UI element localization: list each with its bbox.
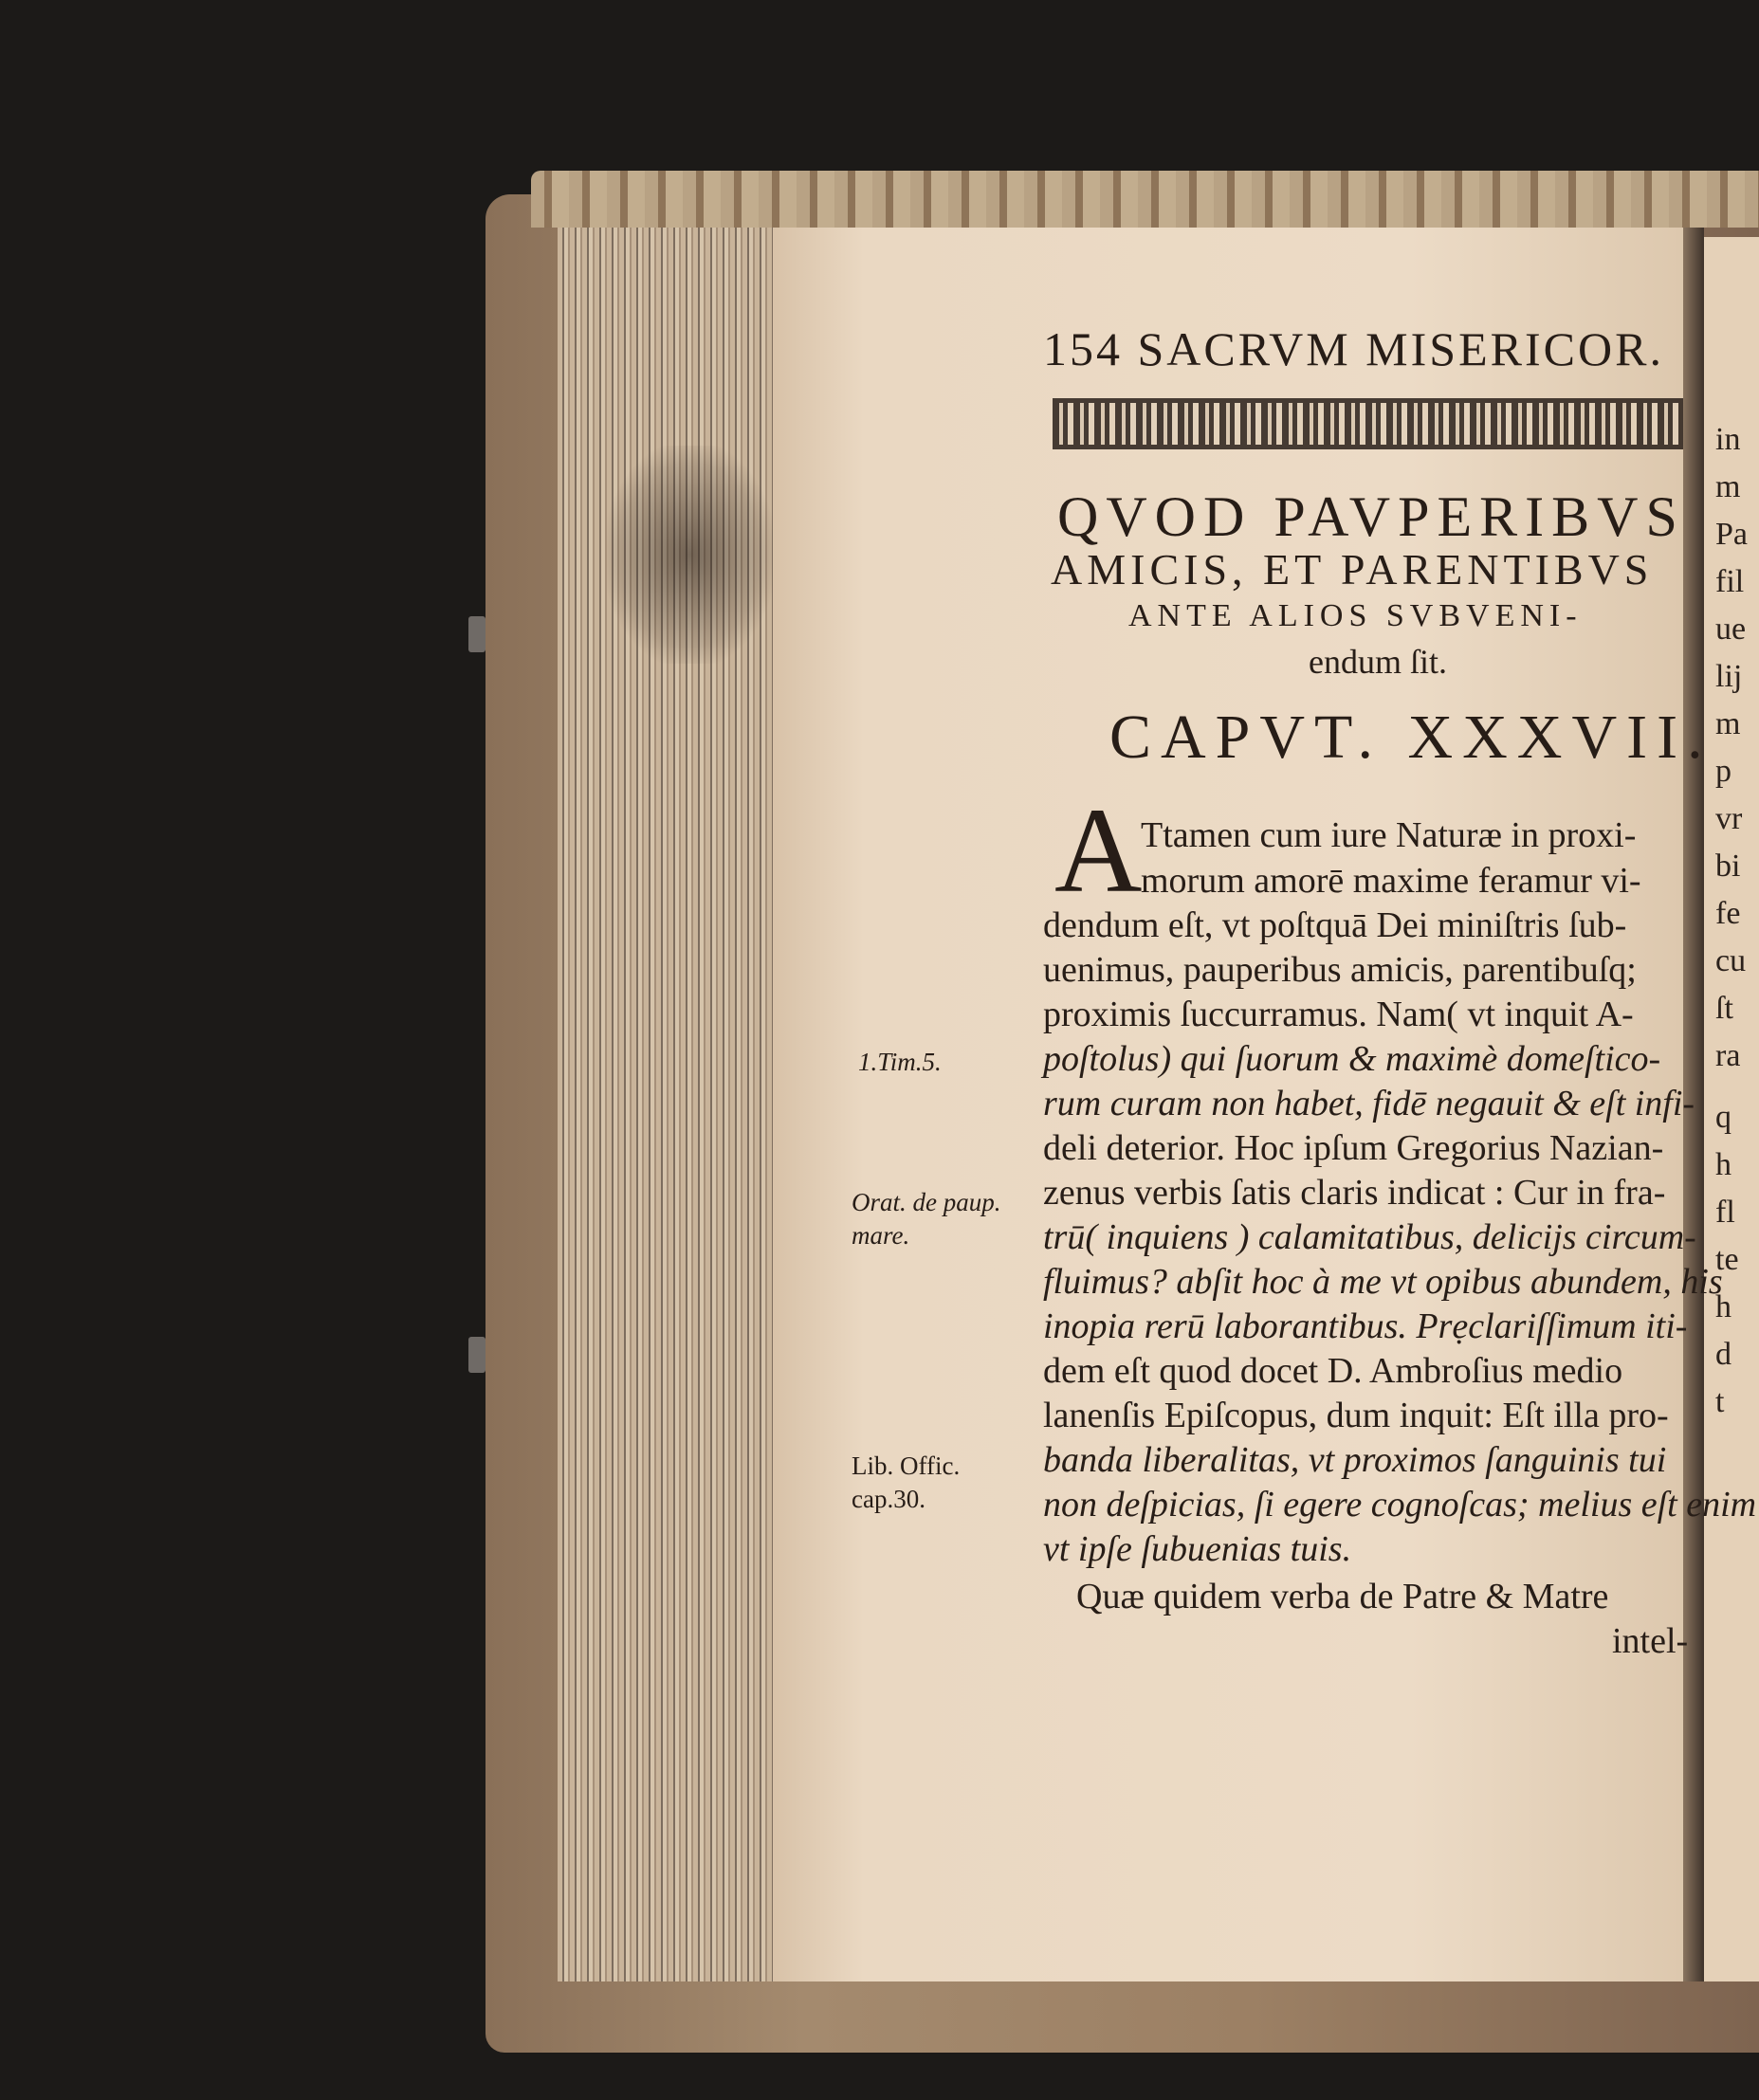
body-line: inopia rerū laborantibus. Prẹclariſſimum iti- xyxy=(1043,1306,1688,1346)
body-line: uenimus, pauperibus amicis, parentibuſq; xyxy=(1043,950,1637,990)
facing-text: h xyxy=(1715,1147,1732,1182)
facing-text: h xyxy=(1715,1289,1732,1324)
body-line: dem eſt quod docet D. Ambroſius medio xyxy=(1043,1351,1623,1391)
margin-note: Lib. Offic. xyxy=(852,1452,961,1480)
body-line: trū( inquiens ) calamitatibus, delicijs circum- xyxy=(1043,1217,1696,1257)
body-line: banda liberalitas, vt proximos ſanguinis tui xyxy=(1043,1440,1667,1480)
facing-text: ſt xyxy=(1715,991,1733,1026)
margin-note: 1.Tim.5. xyxy=(858,1048,942,1076)
body-line: dendum eſt, vt poſtquā Dei miniſtris ſub- xyxy=(1043,905,1627,945)
body-line: Quæ quidem verba de Patre & Matre xyxy=(1076,1577,1609,1616)
body-line: fluimus? abſit hoc à me vt opibus abundem, his xyxy=(1043,1262,1723,1302)
facing-text: vr xyxy=(1715,801,1743,836)
spine-tab xyxy=(468,1337,486,1373)
ink-bleed xyxy=(607,446,773,664)
body-line: Ttamen cum iure Naturæ in proxi- xyxy=(1141,815,1637,855)
facing-text: p xyxy=(1715,754,1732,789)
drop-cap: A xyxy=(1054,783,1143,918)
facing-text: fil xyxy=(1715,564,1745,599)
facing-text: d xyxy=(1715,1337,1732,1372)
body-line: lanenſis Epiſcopus, dum inquit: Eſt illa pro- xyxy=(1043,1396,1669,1435)
facing-text: fl xyxy=(1715,1195,1735,1230)
chapter-number: CAPVT. XXXVII. xyxy=(1109,703,1713,772)
facing-text: t xyxy=(1715,1384,1725,1419)
facing-text: m xyxy=(1715,469,1741,504)
chapter-title-line: AMICIS, ET PARENTIBVS xyxy=(1051,545,1654,593)
facing-text: m xyxy=(1715,706,1741,741)
body-line: poſtolus) qui ſuorum & maximè domeſtico- xyxy=(1043,1039,1661,1079)
cover-top-edge xyxy=(531,171,1759,228)
chapter-title-line: ANTE ALIOS SVBVENI- xyxy=(1128,598,1583,633)
spine-tab xyxy=(468,616,486,652)
body-line: morum amorē maxime feramur vi- xyxy=(1141,861,1641,901)
catchword: intel- xyxy=(1612,1621,1689,1661)
body-line: non deſpicias, ſi egere cognoſcas; melius eſt enim xyxy=(1043,1485,1757,1525)
body-line: vt ipſe ſubuenias tuis. xyxy=(1043,1529,1352,1569)
facing-text: cu xyxy=(1715,943,1747,978)
facing-text: bi xyxy=(1715,849,1741,884)
running-head: 154 SACRVM MISERICOR. xyxy=(1043,322,1664,375)
facing-text: lij xyxy=(1715,659,1743,694)
facing-text: ra xyxy=(1715,1038,1741,1073)
facing-text: Pa xyxy=(1715,517,1748,552)
ornament-band xyxy=(1053,398,1683,449)
facing-text: in xyxy=(1715,422,1741,457)
facing-text: q xyxy=(1715,1100,1732,1135)
body-line: proximis ſuccurramus. Nam( vt inquit A- xyxy=(1043,995,1634,1034)
chapter-title-line: endum ſit. xyxy=(1309,643,1447,681)
margin-note: cap.30. xyxy=(852,1485,925,1513)
margin-note: Orat. de paup. xyxy=(852,1188,1001,1216)
facing-page xyxy=(1704,237,1759,1981)
body-line: rum curam non habet, fidē negauit & eſt infi- xyxy=(1043,1084,1695,1123)
facing-text: ue xyxy=(1715,612,1747,647)
body-line: zenus verbis ſatis claris indicat : Cur in fra- xyxy=(1043,1173,1666,1213)
margin-note: mare. xyxy=(852,1221,910,1250)
facing-text: te xyxy=(1715,1242,1739,1277)
body-line: deli deterior. Hoc ipſum Gregorius Nazian- xyxy=(1043,1128,1664,1168)
facing-text: fe xyxy=(1715,896,1741,931)
chapter-title-line: QVOD PAVPERIBVS xyxy=(1057,485,1685,548)
